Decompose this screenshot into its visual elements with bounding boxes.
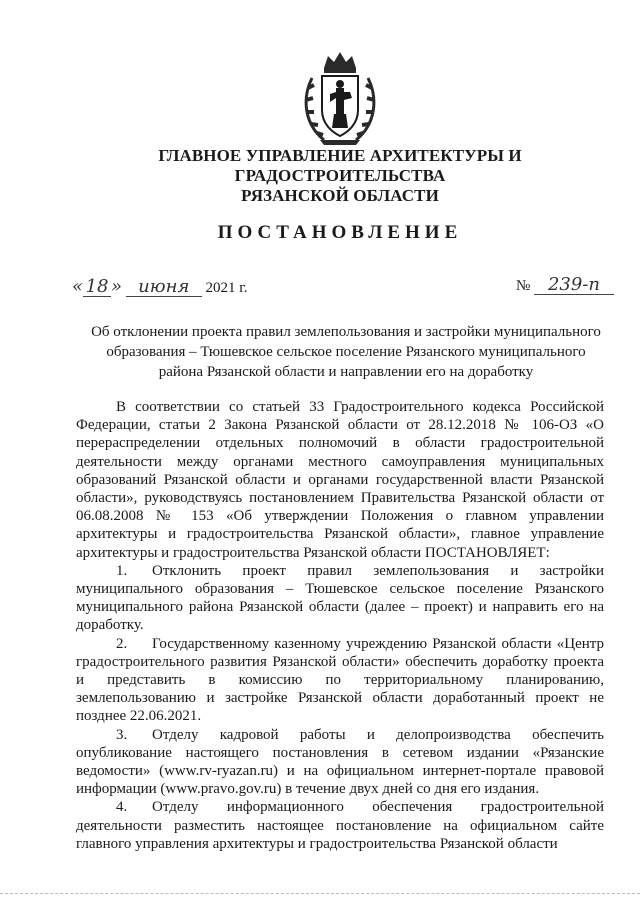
- date-close-quote: »: [111, 276, 123, 297]
- list-item: [76, 798, 604, 853]
- date-month: июня: [126, 278, 202, 297]
- list-item: [76, 726, 604, 799]
- document-date: [72, 276, 248, 297]
- date-open-quote: «: [72, 276, 84, 297]
- list-item-number: 2.: [116, 635, 128, 652]
- list-item-text: Отделу информационного обеспечения градостроительной деятельности разместить настоящее постановление на официальном сайте главного управления архитектуры и градостроительства Рязанской области: [76, 799, 604, 852]
- date-number-row: [72, 276, 620, 304]
- number-value: 239-п: [534, 276, 614, 295]
- document-number: [516, 276, 614, 295]
- list-item: [76, 635, 604, 726]
- list-item: [76, 562, 604, 635]
- list-item-number: 3.: [116, 726, 128, 743]
- document-type-title: ПОСТАНОВЛЕНИЕ: [217, 222, 463, 243]
- date-year: 2021 г.: [205, 280, 248, 296]
- document-body: [76, 398, 604, 853]
- subject-line-2: образования – Тюшевское сельское поселение Рязанского муниципального: [106, 344, 586, 360]
- date-day: 18: [83, 278, 111, 297]
- list-item-number: 4.: [116, 799, 128, 816]
- list-item-number: 1.: [116, 562, 128, 579]
- page-edge-divider: [0, 893, 640, 894]
- coat-of-arms-emblem: [298, 48, 382, 148]
- subject-line-3: района Рязанской области и направлении его на доработку: [158, 364, 534, 380]
- list-item-text: Отклонить проект правил землепользования и застройки муниципального образования – Тюшевское сельское поселение Рязанского муниципального района Рязанской области (далее – проект) и направить его на доработку.: [76, 562, 604, 634]
- organization-name: [60, 146, 620, 206]
- number-prefix: №: [515, 278, 531, 294]
- document-subject: [72, 322, 620, 382]
- list-item-text: Отделу кадровой работы и делопроизводства обеспечить опубликование настоящего постановления в сетевом издании «Рязанские ведомости» (www.rv-ryazan.ru) и на официальном интернет-портале правовой информации (www.pravo.gov.ru) в течение двух дней со дня его издания.: [76, 726, 604, 798]
- organization-name-line-1: ГЛАВНОЕ УПРАВЛЕНИЕ АРХИТЕКТУРЫ И ГРАДОСТРОИТЕЛЬСТВА: [158, 146, 522, 185]
- list-item-text: Государственному казенному учреждению Рязанской области «Центр градостроительного развития Рязанской области» обеспечить доработку проекта и представить в комиссию по территориальному планированию, землепользованию и застройке Рязанской области доработанный проект не позднее 22.06.2021.: [76, 635, 604, 725]
- preamble-paragraph: В соответствии со статьей 33 Градостроительного кодекса Российской Федерации, статьи 2 Закона Рязанской области от 28.12.2018 № 106-ОЗ «О перераспределении отдельных полномочий в области градостроительной деятельности между органами местного самоуправления муниципальных образований Рязанской области и органами государственной власти Рязанской области», руководствуясь постановлением Правительства Рязанской области от 06.08.2008 № 153 «Об утверждении Положения о главном управлении архитектуры и градостроительства Рязанской области», главное управление архитектуры и градостроительства Рязанской области ПОСТАНОВЛЯЕТ:: [76, 399, 604, 561]
- subject-line-1: Об отклонении проекта правил землепользования и застройки муниципального: [91, 324, 601, 340]
- organization-name-line-2: РЯЗАНСКОЙ ОБЛАСТИ: [241, 186, 439, 205]
